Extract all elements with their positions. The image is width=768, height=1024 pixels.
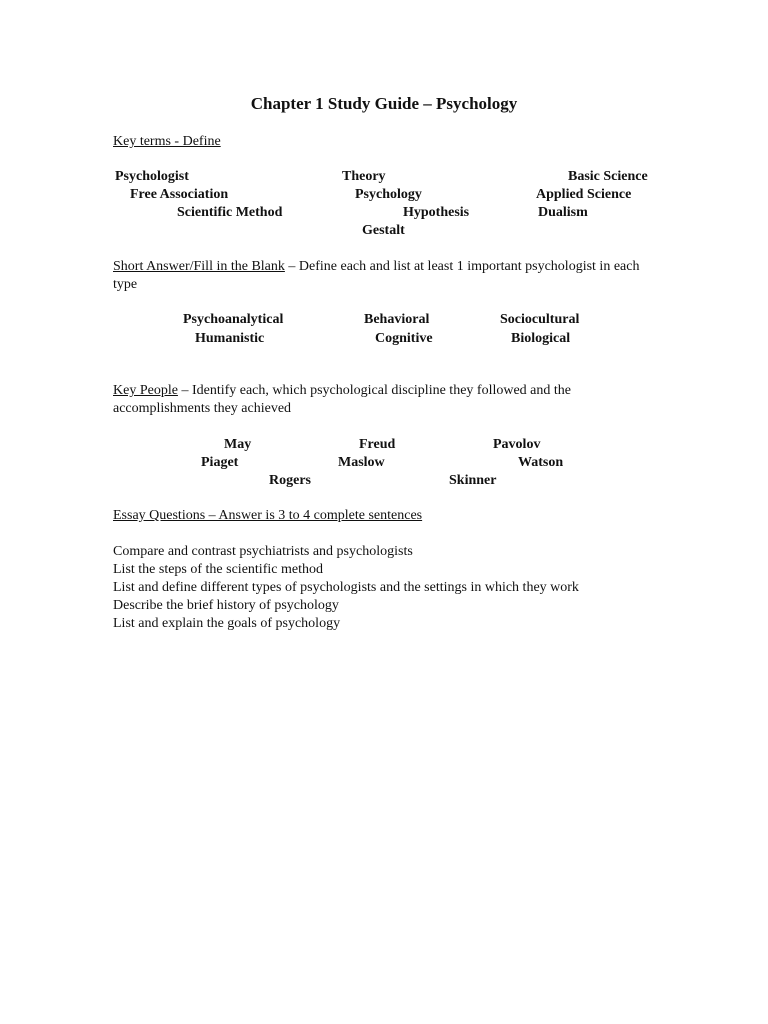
key-term: Hypothesis — [403, 205, 470, 220]
key-term: Scientific Method — [177, 205, 283, 220]
key-term: Dualism — [538, 205, 588, 220]
key-terms-heading: Key terms - Define — [113, 134, 221, 149]
psych-type: Humanistic — [195, 331, 265, 346]
essay-question: List the steps of the scientific method — [113, 562, 323, 577]
key-person: Skinner — [449, 473, 497, 488]
psych-type: Cognitive — [375, 331, 433, 346]
page-title: Chapter 1 Study Guide – Psychology — [250, 94, 518, 113]
key-person: Maslow — [338, 455, 385, 470]
essay-question: List and explain the goals of psychology — [113, 616, 341, 631]
key-people-heading: Key People — [113, 383, 178, 398]
essay-question: Describe the brief history of psychology — [113, 598, 339, 613]
essay-heading: Essay Questions – Answer is 3 to 4 complete sentences — [113, 508, 423, 523]
key-people-instruction: – Identify each, which psychological discipline they followed and the accomplishments they achieved — [113, 383, 571, 416]
psych-type: Psychoanalytical — [183, 312, 284, 327]
short-answer-heading: Short Answer/Fill in the Blank — [113, 259, 285, 274]
key-term: Free Association — [130, 187, 229, 202]
key-person: Piaget — [201, 455, 239, 470]
key-person: Pavolov — [493, 437, 541, 452]
psych-type: Biological — [511, 331, 571, 346]
key-person: May — [224, 437, 252, 452]
essay-question: List and define different types of psychologists and the settings in which they work — [113, 580, 579, 595]
key-term: Basic Science — [568, 169, 648, 184]
key-people-intro — [113, 382, 653, 418]
key-term: Gestalt — [362, 223, 405, 238]
key-person: Freud — [359, 437, 396, 452]
short-answer-instruction: – Define each and list at least 1 important psychologist in each type — [113, 259, 640, 292]
key-person: Rogers — [269, 473, 311, 488]
key-term: Psychologist — [115, 169, 189, 184]
key-term: Theory — [342, 169, 386, 184]
short-answer-intro — [113, 258, 653, 294]
essay-question: Compare and contrast psychiatrists and psychologists — [113, 544, 413, 559]
key-person: Watson — [518, 455, 564, 470]
key-term: Applied Science — [536, 187, 632, 202]
psych-type: Sociocultural — [500, 312, 580, 327]
psych-type: Behavioral — [364, 312, 430, 327]
key-term: Psychology — [355, 187, 422, 202]
